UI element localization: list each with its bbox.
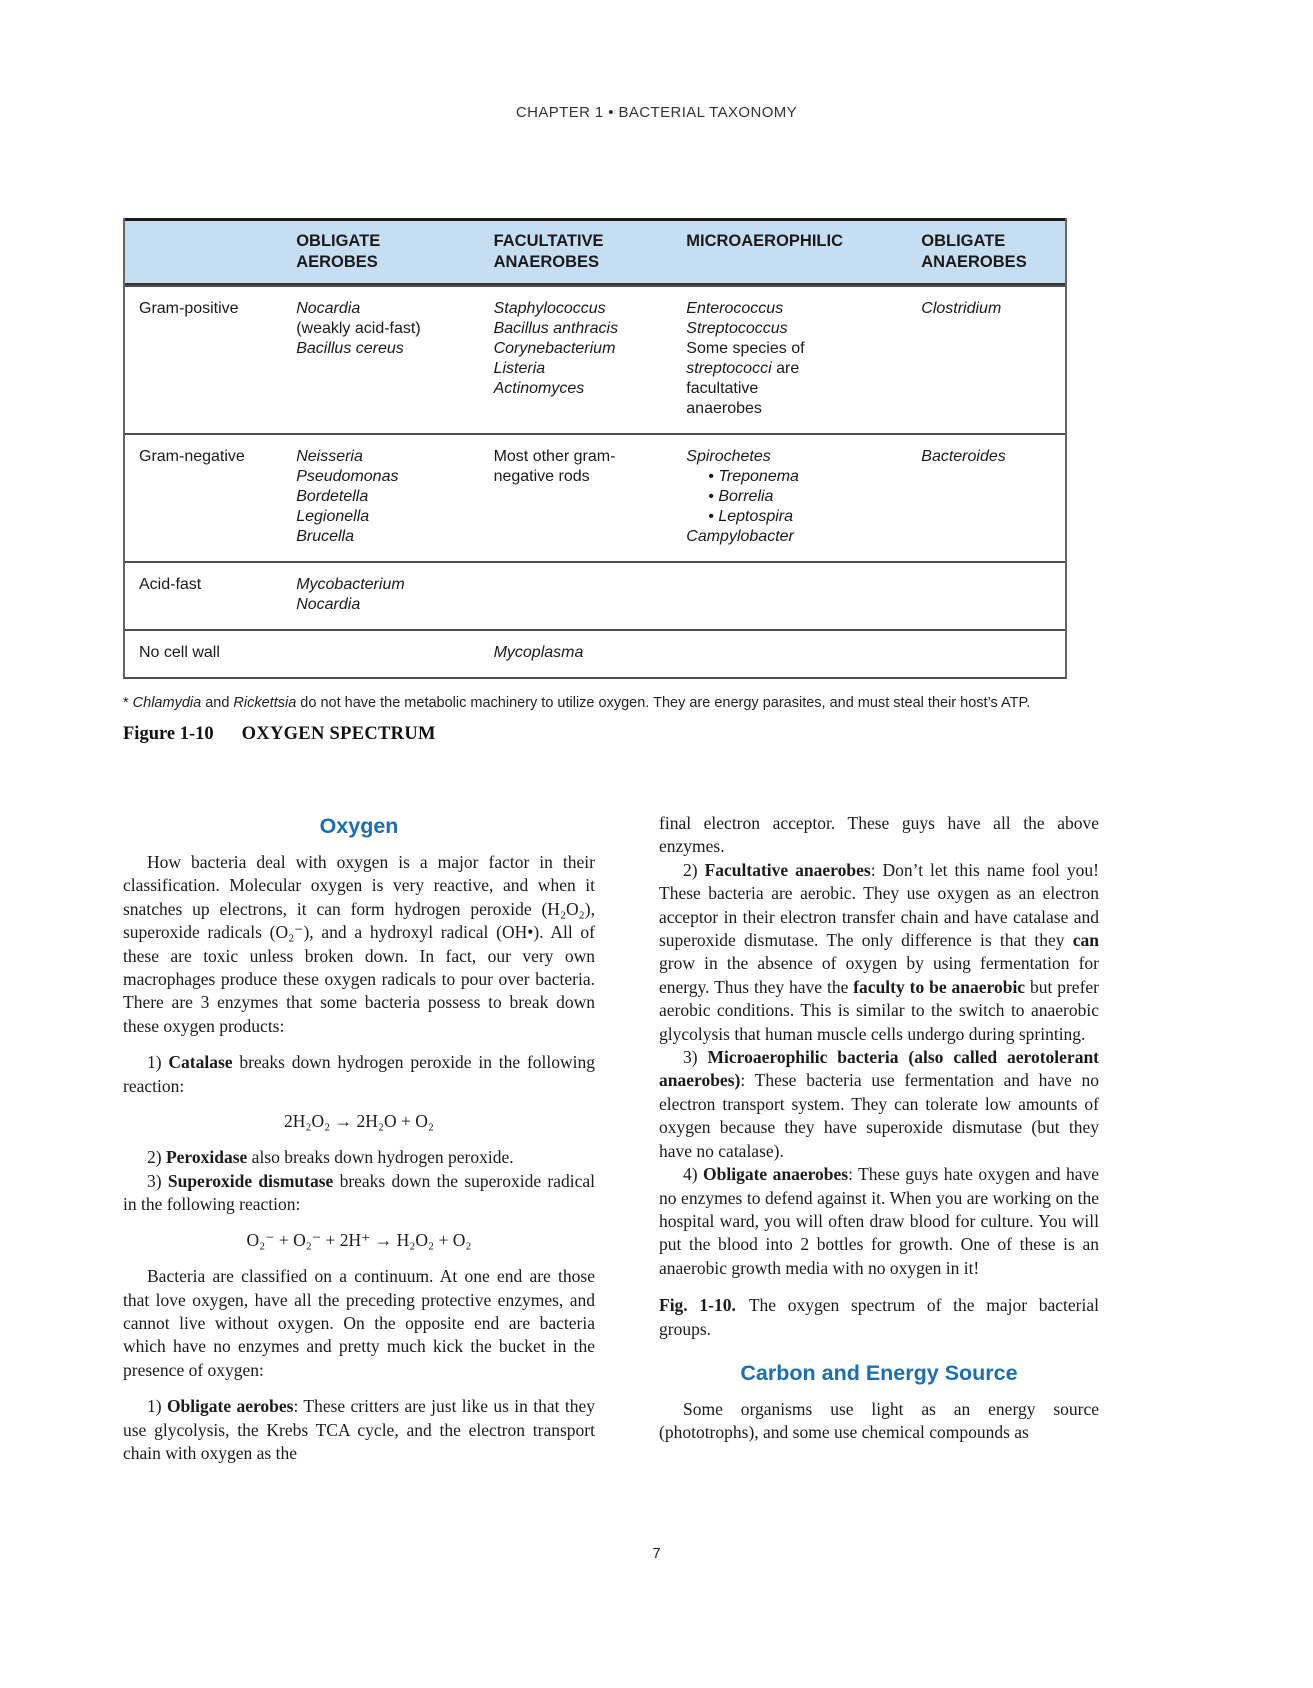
header-cell-microaerophilic: MICROAEROPHILIC [686, 232, 844, 250]
figure-caption [123, 724, 436, 745]
cell-gram-positive-obligate-aerobes: Nocardia (weakly acid-fast) Bacillus cereus [296, 300, 421, 357]
cell-gram-positive-microaerophilic: Enterococcus Streptococcus Some species of streptococci are facultative anaerobes [686, 300, 805, 417]
list-item-obligate-aerobes: 1) Obligate aerobes: These critters are just like us in that they use glycolysis, the Krebs TCA cycle, and the electron transport chain with oxygen as the [123, 1396, 595, 1463]
cell-gram-negative-microaerophilic: Spirochetes • Treponema • Borrelia • Leptospira Campylobacter [686, 448, 799, 545]
cell-gram-negative-obligate-aerobes: Neisseria Pseudomonas Bordetella Legionella Brucella [296, 448, 399, 545]
row-label: Acid-fast [139, 576, 202, 593]
cell-gram-positive-facultative-anaerobes: Staphylococcus Bacillus anthracis Corynebacterium Listeria Actinomyces [493, 300, 619, 397]
figure-caption-label: Figure 1-10 [123, 724, 214, 744]
list-item-superoxide-dismutase: 3) Superoxide dismutase breaks down the superoxide radical in the following reaction: [123, 1170, 595, 1215]
row-label: Gram-positive [139, 300, 239, 317]
left-column [123, 812, 595, 1465]
page-number: 7 [652, 1546, 661, 1562]
figure-caption-title: OXYGEN SPECTRUM [241, 724, 436, 744]
header-cell-obligate-aerobes: OBLIGATE AEROBES [296, 232, 381, 271]
header-cell-empty [125, 221, 294, 283]
header-cell-obligate-anaerobes: OBLIGATE ANAEROBES [921, 232, 1027, 271]
table-header-row [125, 218, 1065, 285]
list-item-peroxidase: 2) Peroxidase also breaks down hydrogen peroxide. [147, 1147, 514, 1168]
list-item-catalase: 1) Catalase breaks down hydrogen peroxide in the following reaction: [123, 1052, 595, 1096]
fig-reference: Fig. 1-10. The oxygen spectrum of the major bacterial groups. [659, 1295, 1099, 1339]
table-row-acid-fast [125, 561, 1065, 629]
cell-gram-positive-obligate-anaerobes: Clostridium [921, 300, 1002, 317]
table-row-no-cell-wall [125, 629, 1065, 677]
list-item-facultative-anaerobes: 2) Facultative anaerobes: Don’t let this name fool you! These bacteria are aerobic. They use oxygen as an electron acceptor in their electron transfer chain and have catalase and superoxide dismutase. The only difference is that they can grow in the absence of oxygen by using fermentation for energy. Thus they have the faculty to be anaerobic but prefer aerobic conditions. This is similar to the switch to anaerobic glycolysis that human muscle cells undergo during sprinting. [659, 859, 1099, 1044]
table-row-gram-negative [125, 433, 1065, 561]
paragraph: How bacteria deal with oxygen is a major factor in their classification. Molecular oxygen is very reactive, and when it snatches up electrons, it can form hydrogen peroxide (H₂O₂), superoxide radicals (O₂⁻), and a hydroxyl radical (OH•). All of these are toxic unless broken down. In fact, our very own macrophages produce these oxygen radicals to pour over bacteria. There are 3 enzymes that some bacteria possess to break down these oxygen products: [123, 852, 595, 1036]
paragraph: Bacteria are classified on a continuum. At one end are those that love oxygen, have all the preceding protective enzymes, and cannot live without oxygen. On the opposite end are bacteria which have no enzymes and pretty much kick the bucket in the presence of oxygen: [123, 1266, 595, 1380]
cell-gram-negative-obligate-anaerobes: Bacteroides [921, 448, 1006, 465]
list-item-obligate-anaerobes: 4) Obligate anaerobes: These guys hate oxygen and have no enzymes to defend against it. When you are working on the hospital ward, you will often draw blood for culture. You will put the blood into 2 bottles for growth. One of these is an anaerobic growth media with no oxygen in it! [659, 1164, 1099, 1278]
table-row-gram-positive [125, 285, 1065, 433]
section-heading-oxygen: Oxygen [319, 814, 399, 838]
cell-gram-negative-facultative-anaerobes: Most other gram- negative rods [493, 448, 616, 485]
equation-catalase: 2H₂O₂ → 2H₂O + O₂ [284, 1111, 434, 1132]
row-label: Gram-negative [139, 448, 245, 465]
table-footnote: * Chlamydia and Rickettsia do not have the metabolic machinery to utilize oxygen. They are energy parasites, and must steal their host’s ATP. [123, 695, 1031, 711]
chapter-header: CHAPTER 1 • BACTERIAL TAXONOMY [515, 104, 798, 121]
right-column [659, 812, 1099, 1465]
paragraph: Some organisms use light as an energy source (phototrophs), and some use chemical compounds as [659, 1398, 1099, 1443]
equation-superoxide: O₂⁻ + O₂⁻ + 2H⁺ → H₂O₂ + O₂ [246, 1229, 472, 1250]
paragraph: final electron acceptor. These guys have all the above enzymes. [659, 813, 1099, 857]
list-item-microaerophilic: 3) Microaerophilic bacteria (also called aerotolerant anaerobes): These bacteria use fermentation and have no electron transport system. They can tolerate low amounts of oxygen because they have superoxide dismutase (but they have no catalase). [659, 1047, 1100, 1161]
header-cell-facultative-anaerobes: FACULTATIVE ANAEROBES [493, 232, 604, 271]
cell-acid-fast-obligate-aerobes: Mycobacterium Nocardia [296, 576, 405, 613]
body-columns [123, 812, 1099, 1465]
oxygen-spectrum-table [123, 218, 1067, 679]
cell-no-cell-wall-facultative-anaerobes: Mycoplasma [493, 644, 584, 661]
row-label: No cell wall [139, 644, 220, 661]
section-heading-carbon-energy: Carbon and Energy Source [740, 1360, 1018, 1385]
